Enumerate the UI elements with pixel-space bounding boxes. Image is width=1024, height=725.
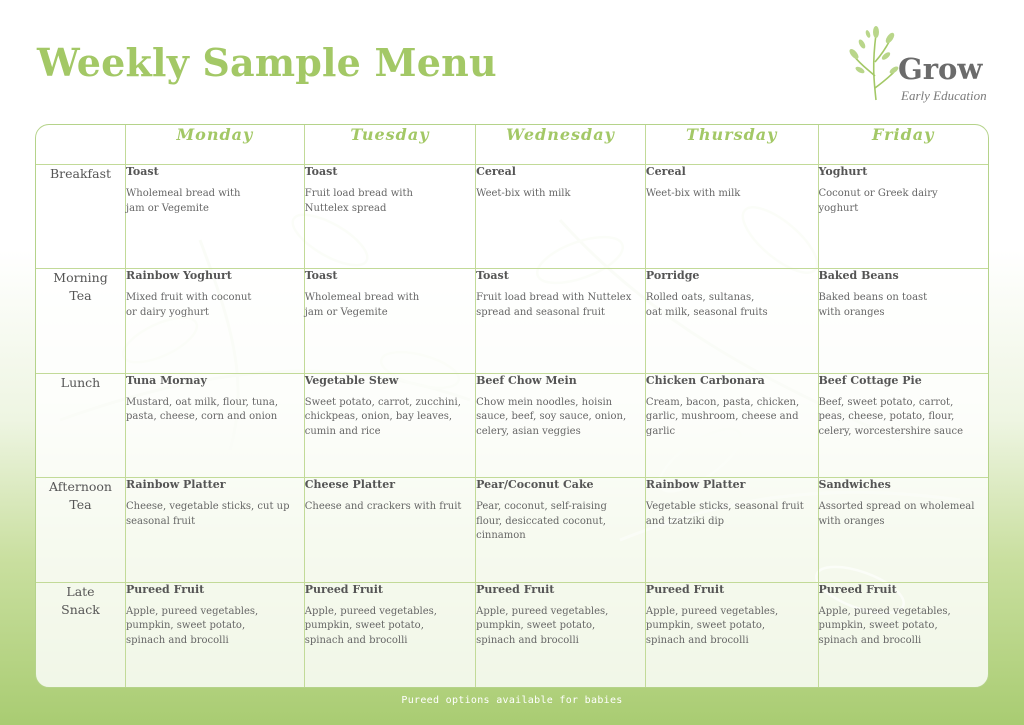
menu-cell — [819, 165, 989, 269]
dish-name: Pear/Coconut Cake — [476, 478, 594, 492]
dish-name: Cereal — [476, 165, 516, 178]
dish-description: Cream, bacon, pasta, chicken, garlic, mushroom, cheese and garlic — [645, 396, 800, 437]
dish-name: Pureed Fruit — [476, 582, 555, 596]
dish-description: Beef, sweet potato, carrot, peas, cheese, potato, flour, celery, worcestershire sauce — [818, 396, 964, 437]
dish-name: Pureed Fruit — [645, 582, 725, 596]
dish-name: Pureed Fruit — [818, 582, 897, 596]
dish-name: Porridge — [645, 269, 700, 283]
dish-description: Assorted spread on wholemeal with oranges — [818, 501, 975, 527]
dish-description: Weet-bix with milk — [476, 188, 571, 199]
menu-cell — [819, 269, 989, 373]
dish-name: Tuna Mornay — [126, 373, 207, 387]
dish-description: Mustard, oat milk, flour, tuna, pasta, cheese, corn and onion — [126, 396, 279, 423]
dish-name: Yoghurt — [818, 165, 868, 178]
meal-row-breakfast — [36, 165, 988, 269]
dish-name: Sandwiches — [818, 478, 891, 492]
logo-tagline: Early Education — [901, 88, 987, 103]
menu-cell — [476, 583, 646, 687]
dish-name: Toast — [126, 165, 159, 178]
dish-description: Cheese and crackers with fruit — [304, 501, 462, 513]
meal-label: Late Snack — [36, 583, 126, 687]
dish-description: Wholemeal bread with jam or Vegemite — [126, 188, 241, 214]
dish-name: Rainbow Platter — [645, 478, 746, 492]
menu-cell — [646, 165, 819, 269]
menu-cell — [646, 478, 819, 582]
dish-description: Pear, coconut, self-raising flour, desiccated coconut, cinnamon — [476, 501, 607, 542]
day-header: Monday — [126, 125, 305, 165]
footer-note: Pureed options available for babies — [401, 695, 623, 706]
dish-name: Toast — [304, 165, 338, 178]
menu-cell — [819, 374, 989, 478]
menu-cell — [646, 583, 819, 687]
dish-name: Cereal — [645, 165, 686, 178]
meal-label: Breakfast — [36, 165, 126, 269]
menu-cell — [126, 165, 305, 269]
dish-name: Vegetable Stew — [304, 373, 399, 387]
dish-name: Toast — [304, 269, 338, 283]
dish-name: Pureed Fruit — [304, 582, 384, 596]
dish-description: Wholemeal bread with jam or Vegemite — [304, 292, 420, 318]
menu-cell — [126, 269, 305, 373]
dish-description: Sweet potato, carrot, zucchini, chickpeas, onion, bay leaves, cumin and rice — [304, 396, 461, 437]
menu-cell — [305, 478, 476, 582]
day-header: Wednesday — [476, 125, 646, 165]
dish-name: Chicken Carbonara — [645, 373, 765, 387]
dish-name: Beef Chow Mein — [476, 373, 577, 387]
dish-name: Baked Beans — [818, 269, 899, 283]
menu-cell — [476, 165, 646, 269]
dish-description: Coconut or Greek dairy yoghurt — [818, 188, 938, 214]
menu-cell — [305, 374, 476, 478]
menu-cell — [646, 374, 819, 478]
meal-row-late-snack — [36, 583, 988, 687]
menu-cell — [126, 478, 305, 582]
page-title: Weekly Sample Menu — [37, 40, 497, 85]
menu-cell — [126, 583, 305, 687]
dish-description: Chow mein noodles, hoisin sauce, beef, soy sauce, onion, celery, asian veggies — [476, 396, 627, 437]
menu-cell — [476, 269, 646, 373]
dish-name: Rainbow Platter — [126, 478, 226, 492]
dish-description: Fruit load bread with Nuttelex spread and seasonal fruit — [476, 292, 632, 318]
dish-description: Apple, pureed vegetables, pumpkin, sweet potato, spinach and brocolli — [818, 605, 951, 646]
meal-label: Afternoon Tea — [36, 478, 126, 582]
meal-row-afternoon-tea — [36, 478, 988, 582]
dish-description: Baked beans on toast with oranges — [818, 292, 928, 318]
dish-description: Apple, pureed vegetables, pumpkin, sweet potato, spinach and brocolli — [126, 605, 259, 646]
day-header-row — [36, 125, 988, 165]
menu-cell — [476, 374, 646, 478]
menu-cell — [819, 478, 989, 582]
menu-cell — [646, 269, 819, 373]
meal-label: Morning Tea — [36, 269, 126, 373]
menu-cell — [126, 374, 305, 478]
dish-description: Mixed fruit with coconut or dairy yoghurt — [126, 292, 252, 318]
dish-description: Apple, pureed vegetables, pumpkin, sweet potato, spinach and brocolli — [476, 605, 609, 646]
dish-description: Cheese, vegetable sticks, cut up seasonal fruit — [126, 501, 290, 527]
dish-name: Pureed Fruit — [126, 582, 205, 596]
menu-cell — [305, 269, 476, 373]
logo-wordmark: Grow — [898, 52, 983, 86]
menu-cell — [305, 165, 476, 269]
meal-row-morning-tea — [36, 269, 988, 373]
dish-name: Rainbow Yoghurt — [126, 269, 232, 283]
dish-name: Cheese Platter — [304, 478, 396, 492]
weekly-menu-table — [35, 124, 989, 688]
dish-description: Weet-bix with milk — [645, 188, 741, 199]
dish-description: Rolled oats, sultanas, oat milk, seasonal fruits — [645, 292, 768, 318]
menu-cell — [476, 478, 646, 582]
menu-cell — [305, 583, 476, 687]
day-header: Thursday — [646, 125, 819, 165]
dish-description: Apple, pureed vegetables, pumpkin, sweet potato, spinach and brocolli — [645, 605, 779, 646]
menu-cell — [819, 583, 989, 687]
meal-row-lunch — [36, 374, 988, 478]
day-header: Tuesday — [305, 125, 476, 165]
dish-description: Vegetable sticks, seasonal fruit and tzatziki dip — [645, 501, 804, 527]
dish-description: Apple, pureed vegetables, pumpkin, sweet potato, spinach and brocolli — [304, 605, 437, 646]
meal-label: Lunch — [36, 374, 126, 478]
dish-name: Beef Cottage Pie — [818, 373, 922, 387]
day-header: Friday — [819, 125, 989, 165]
table-corner — [36, 125, 126, 165]
dish-description: Fruit load bread with Nuttelex spread — [304, 188, 413, 214]
dish-name: Toast — [476, 269, 509, 283]
